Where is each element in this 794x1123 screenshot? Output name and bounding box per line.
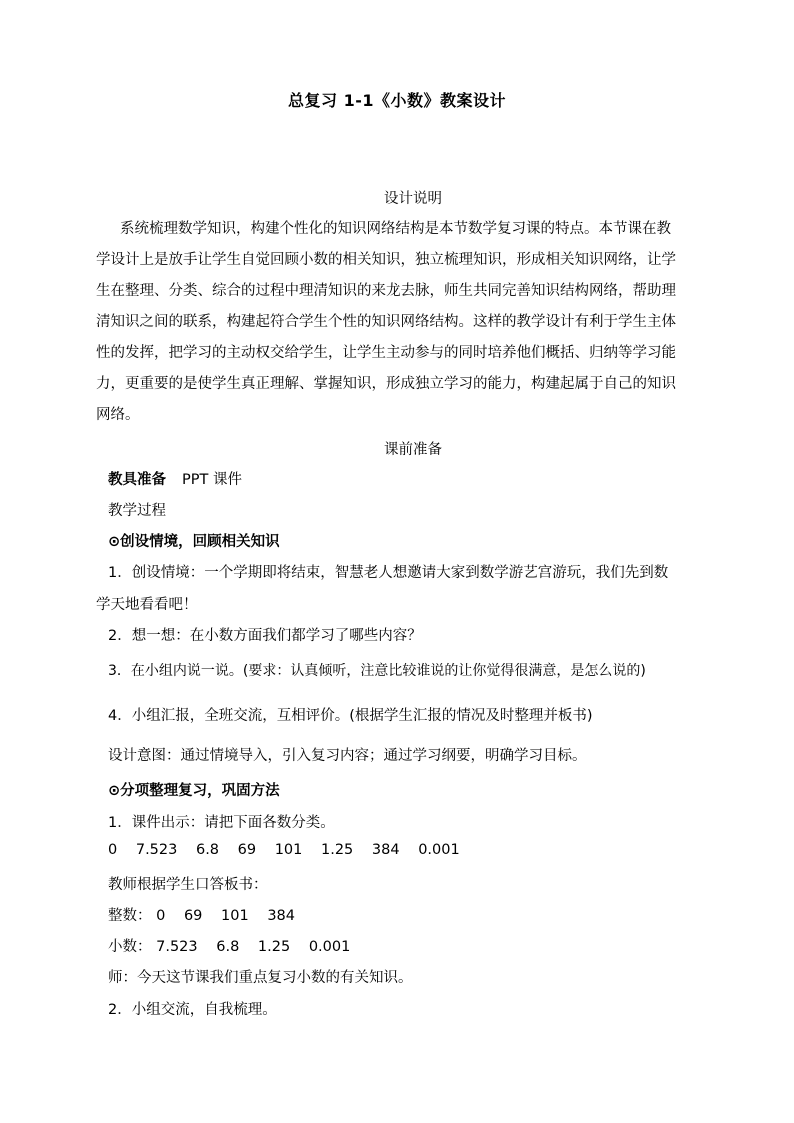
tools-label: 教具准备 — [108, 472, 166, 488]
design-line-3: 生在整理、分类、综合的过程中理清知识的来龙去脉，师生共同完善知识结构网络，帮助理 — [96, 283, 676, 299]
tools-line — [108, 468, 242, 489]
numbers-row — [108, 842, 460, 858]
number-value: 101 — [274, 842, 303, 858]
part1-item1-line1: 1．创设情境：一个学期即将结束，智慧老人想邀请大家到数学游艺宫游玩，我们先到数 — [108, 565, 669, 581]
design-line-7: 网络。 — [96, 407, 140, 423]
decimal-value: 0.001 — [308, 939, 351, 955]
number-value: 384 — [371, 842, 400, 858]
part1-item3: 3．在小组内说一说。(要求：认真倾听，注意比较谁说的让你觉得很满意，是怎么说的) — [108, 663, 646, 679]
integer-value: 69 — [183, 908, 203, 924]
design-line-4: 清知识之间的联系，构建起符合学生个性的知识网络结构。这样的教学设计有利于学生主体 — [96, 314, 676, 330]
part2-item1: 1．课件出示：请把下面各数分类。 — [108, 815, 335, 831]
number-value: 1.25 — [321, 842, 354, 858]
integers-row — [108, 904, 295, 925]
decimal-value: 6.8 — [216, 939, 240, 955]
integer-value: 384 — [267, 908, 295, 924]
part1-heading: ⊙创设情境，回顾相关知识 — [108, 534, 280, 550]
integers-label: 整数： — [108, 908, 152, 924]
part1-item1-line2: 学天地看看吧！ — [96, 597, 198, 613]
teacher-note: 教师根据学生口答板书： — [108, 877, 268, 893]
integer-value: 0 — [156, 908, 166, 924]
design-line-2: 学设计上是放手让学生自觉回顾小数的相关知识，独立梳理知识，形成相关知识网络，让学 — [96, 252, 676, 268]
design-line-5: 性的发挥，把学习的主动权交给学生，让学生主动参与的同时培养他们概括、归纳等学习能 — [96, 345, 676, 361]
teacher-line: 师：今天这节课我们重点复习小数的有关知识。 — [108, 970, 413, 986]
process-heading: 教学过程 — [108, 503, 166, 519]
decimals-row — [108, 935, 350, 956]
number-value: 7.523 — [135, 842, 178, 858]
prep-heading: 课前准备 — [384, 442, 442, 458]
part1-intent: 设计意图：通过情境导入，引入复习内容；通过学习纲要，明确学习目标。 — [108, 748, 587, 764]
integer-value: 101 — [221, 908, 249, 924]
part1-item2: 2．想一想：在小数方面我们都学习了哪些内容？ — [108, 628, 422, 644]
part2-item2: 2．小组交流，自我梳理。 — [108, 1002, 277, 1018]
number-value: 6.8 — [195, 842, 220, 858]
tools-value: PPT 课件 — [182, 472, 242, 488]
design-line-1: 系统梳理数学知识，构建个性化的知识网络结构是本节数学复习课的特点。本节课在教 — [120, 221, 671, 237]
document-title: 总复习 1-1《小数》教案设计 — [288, 91, 506, 110]
number-value: 0.001 — [418, 842, 460, 858]
design-paragraph — [96, 214, 718, 431]
decimal-value: 7.523 — [156, 939, 198, 955]
part2-heading: ⊙分项整理复习，巩固方法 — [108, 783, 280, 799]
decimal-value: 1.25 — [257, 939, 291, 955]
design-line-6: 力，更重要的是使学生真正理解、掌握知识，形成独立学习的能力，构建起属于自己的知识 — [96, 376, 676, 392]
design-heading: 设计说明 — [384, 191, 442, 207]
number-value: 69 — [237, 842, 257, 858]
decimals-label: 小数： — [108, 939, 152, 955]
part1-item4: 4．小组汇报，全班交流，互相评价。(根据学生汇报的情况及时整理并板书) — [108, 708, 593, 724]
number-value: 0 — [108, 842, 118, 858]
